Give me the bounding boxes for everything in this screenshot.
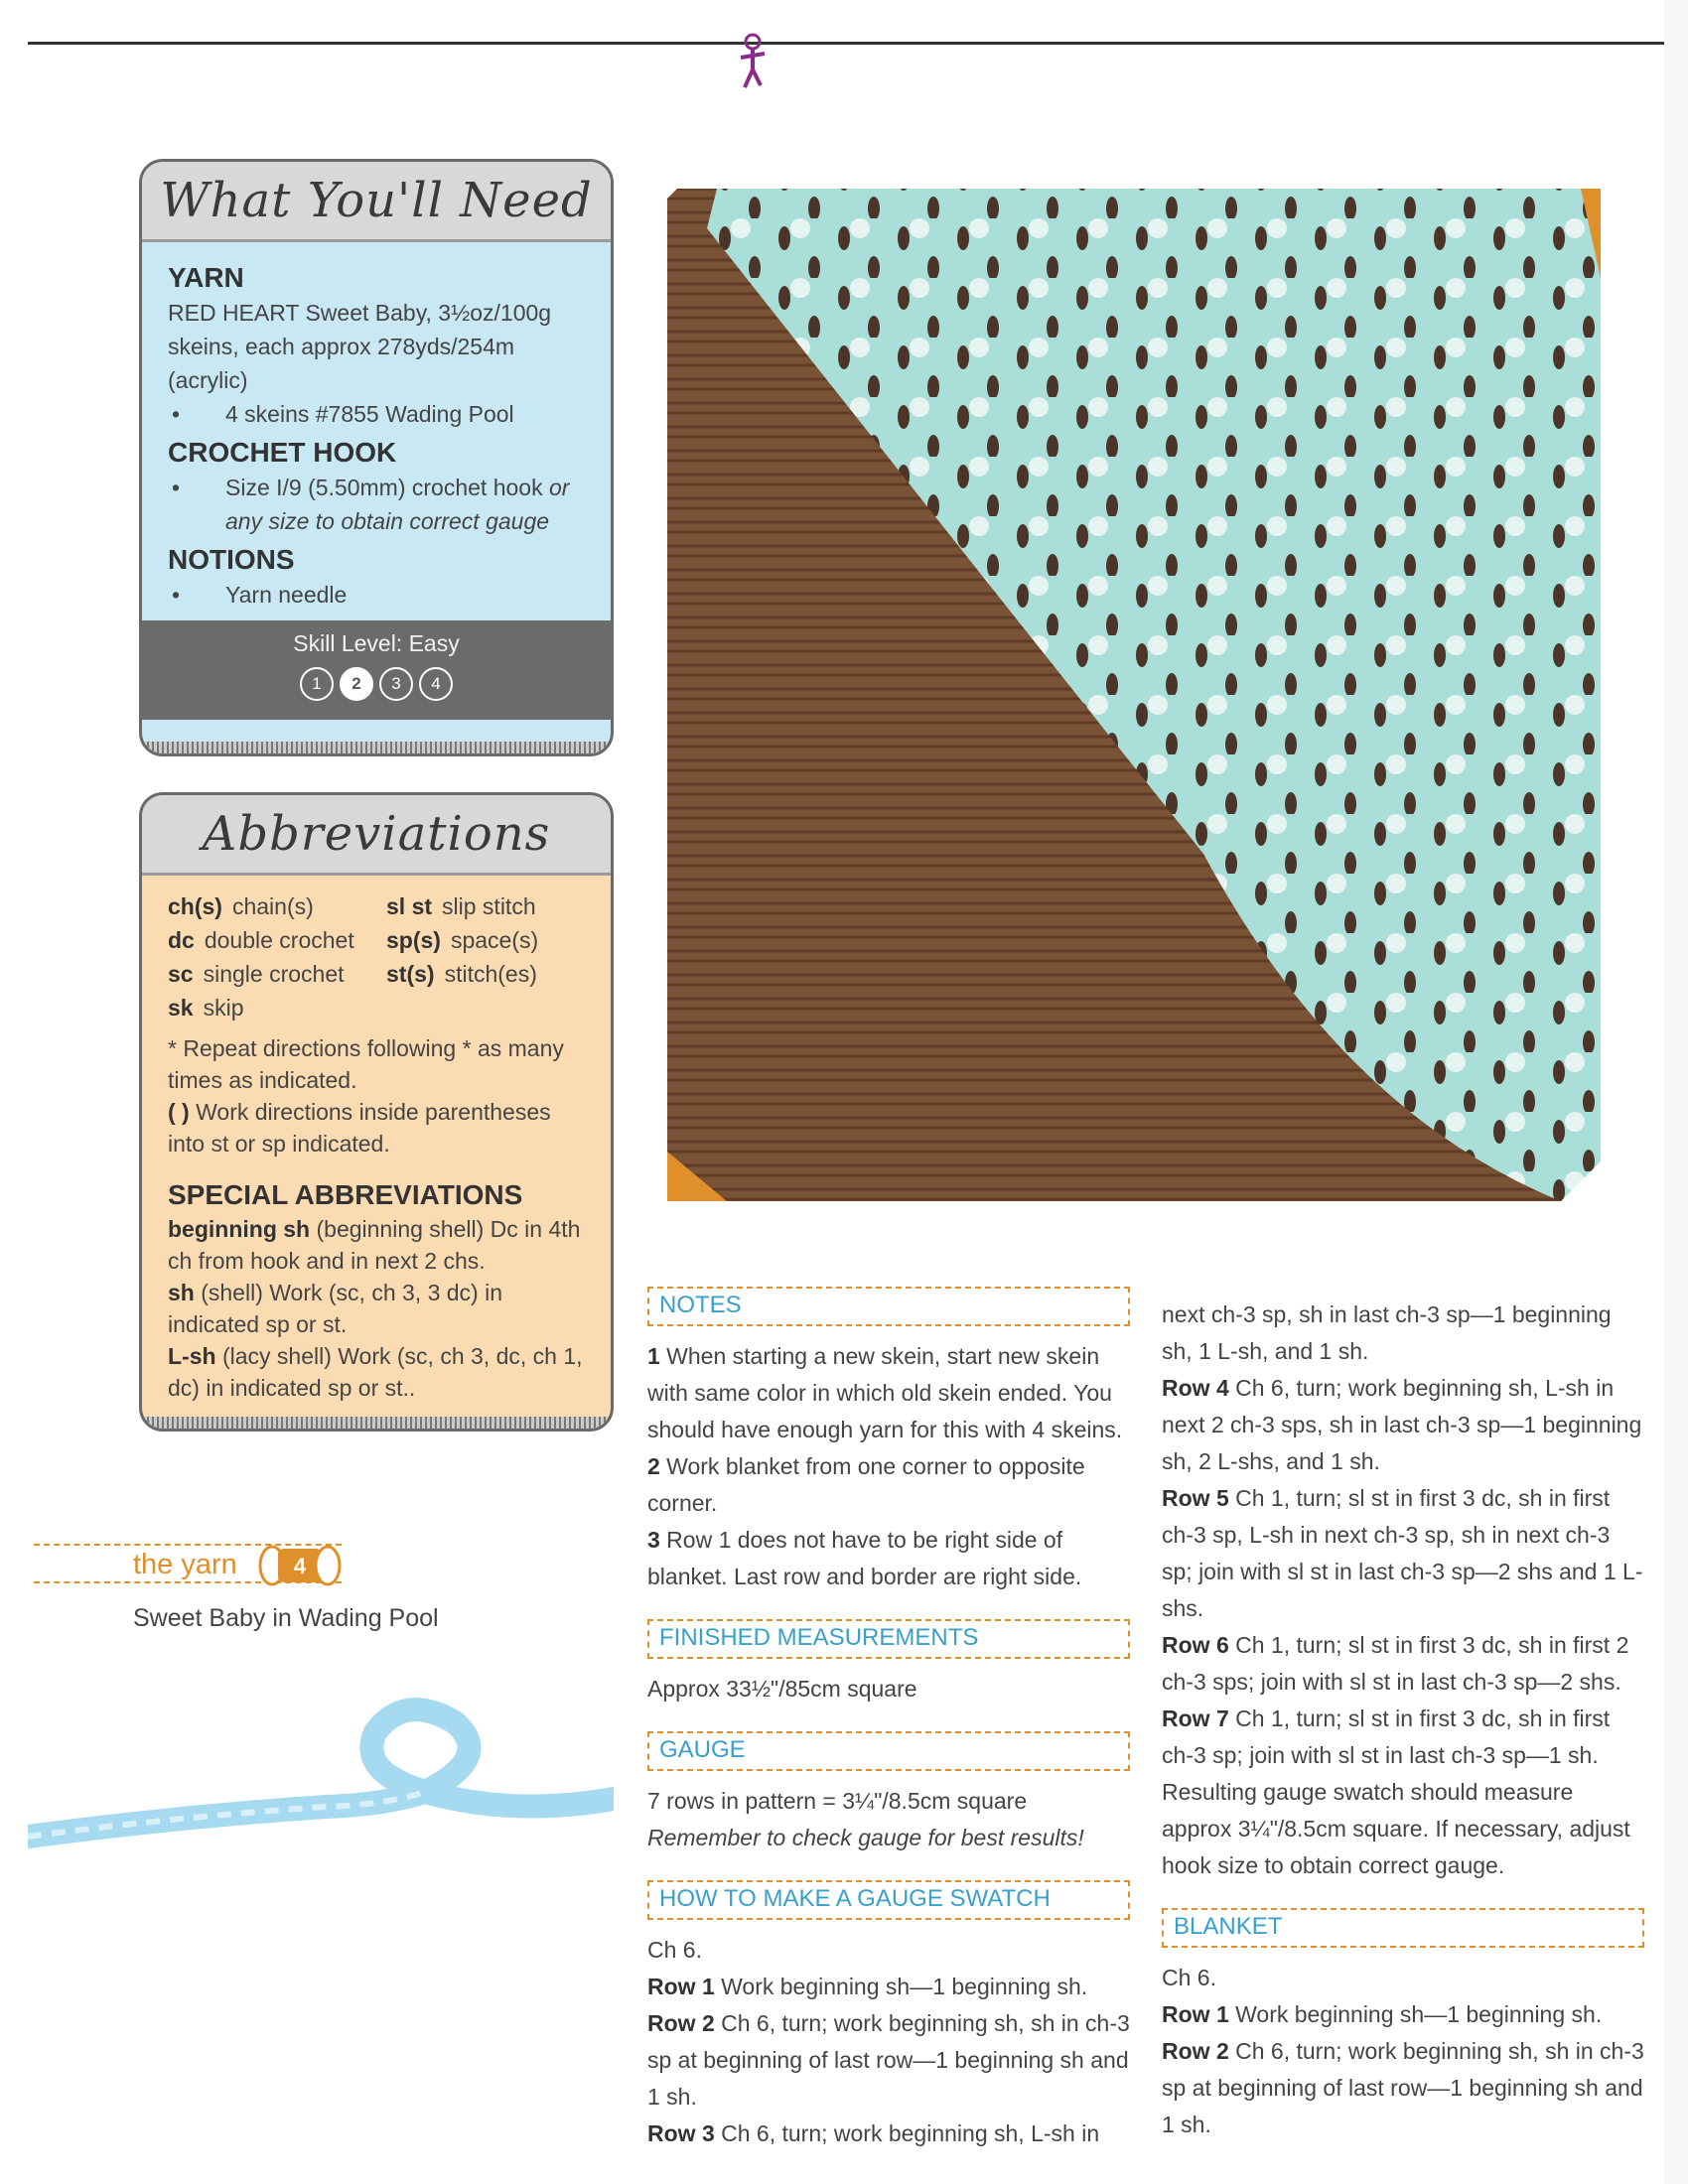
- finished-measurements-text: Approx 33½"/85cm square: [647, 1676, 917, 1702]
- page-edge: [1664, 0, 1688, 2184]
- swatch-row-5: Row 5 Ch 1, turn; sl st in first 3 dc, sh in first ch-3 sp, L-sh in next ch-3 sp, sh in next ch-3 sp; join with sl st in last ch-3 sp—2 shs and 1 L-shs.: [1162, 1485, 1643, 1621]
- hook-item: • Size I/9 (5.50mm) crochet hook or any size to obtain correct gauge: [172, 475, 570, 534]
- repeat-note: * Repeat directions following * as many times as indicated.: [168, 1035, 564, 1093]
- special-abbr-sh: sh (shell) Work (sc, ch 3, 3 dc) in indicated sp or st.: [168, 1280, 502, 1337]
- hook-heading: CROCHET HOOK: [168, 437, 397, 468]
- yarn-item: • 4 skeins #7855 Wading Pool: [172, 401, 514, 427]
- gauge-header: GAUGE: [647, 1731, 1130, 1771]
- needs-title: What You'll Need: [142, 162, 611, 242]
- doll-ornament-icon: [733, 28, 773, 97]
- gauge-text: 7 rows in pattern = 3¼"/8.5cm square: [647, 1788, 1028, 1814]
- swatch-row-1: Row 1 Work beginning sh—1 beginning sh.: [647, 1974, 1088, 1999]
- abbr-entry: sk skip: [168, 995, 244, 1021]
- yarn-strand-image: [28, 1688, 614, 1866]
- abbr-bottom-strip: [142, 1417, 611, 1429]
- special-abbr-lsh: L-sh (lacy shell) Work (sc, ch 3, dc, ch 1, dc) in indicated sp or st..: [168, 1343, 583, 1401]
- parentheses-note: ( ) Work directions inside parentheses into st or sp indicated.: [168, 1099, 551, 1157]
- blanket-header: BLANKET: [1162, 1908, 1644, 1948]
- abbr-entry: ch(s) chain(s): [168, 893, 314, 919]
- notes-header: NOTES: [647, 1287, 1130, 1326]
- blanket-row-2: Row 2 Ch 6, turn; work beginning sh, sh in ch-3 sp at beginning of last row—1 beginning sh and 1 sh.: [1162, 2038, 1644, 2137]
- abbr-entry: sp(s) space(s): [386, 927, 539, 953]
- yarn-description: RED HEART Sweet Baby, 3½oz/100g skeins, each approx 278yds/254m (acrylic): [168, 300, 552, 393]
- note-1: 1 When starting a new skein, start new skein with same color in which old skein ended. You should have enough yarn for this with 4 skeins.: [647, 1343, 1123, 1442]
- right-text-column: [1162, 1297, 1644, 2143]
- skill-level-circles: [142, 667, 611, 701]
- skill-level-4: 4: [419, 667, 453, 701]
- skill-level-1: 1: [300, 667, 334, 701]
- skill-level-band: [142, 620, 611, 720]
- abbreviations-box: [139, 792, 614, 1432]
- skill-level-label: Skill Level: Easy: [293, 630, 460, 656]
- special-abbr-heading: SPECIAL ABBREVIATIONS: [168, 1179, 523, 1210]
- left-text-column: [647, 1279, 1130, 2152]
- swatch-row-4: Row 4 Ch 6, turn; work beginning sh, L-sh in next 2 ch-3 sps, sh in last ch-3 sp—1 beginning sh, 2 L-shs, and 1 sh.: [1162, 1375, 1642, 1474]
- yarn-weight-number: 4: [293, 1554, 307, 1578]
- notions-heading: NOTIONS: [168, 544, 295, 575]
- blanket-photo: [647, 159, 1630, 1231]
- abbreviations-title: Abbreviations: [142, 795, 611, 876]
- swatch-row-3a: Row 3 Ch 6, turn; work beginning sh, L-sh in: [647, 2120, 1100, 2146]
- header-rule: [28, 42, 1668, 45]
- needs-bottom-strip: [142, 742, 611, 753]
- notions-item: • Yarn needle: [172, 582, 348, 608]
- yarn-name: Sweet Baby in Wading Pool: [133, 1604, 439, 1632]
- what-youll-need-box: [139, 159, 614, 756]
- blanket-start: Ch 6.: [1162, 1965, 1216, 1990]
- note-3: 3 Row 1 does not have to be right side of blanket. Last row and border are right side.: [647, 1527, 1082, 1589]
- skill-level-3: 3: [379, 667, 413, 701]
- skill-level-2: 2: [340, 667, 373, 701]
- swatch-start: Ch 6.: [647, 1937, 702, 1963]
- blanket-row-1: Row 1 Work beginning sh—1 beginning sh.: [1162, 2001, 1603, 2027]
- abbr-list-left: [168, 889, 386, 1024]
- yarn-label: the yarn: [133, 1549, 237, 1580]
- note-2: 2 Work blanket from one corner to opposite corner.: [647, 1453, 1085, 1516]
- abbr-entry: st(s) stitch(es): [386, 961, 537, 987]
- special-abbr-beginning-sh: beginning sh (beginning shell) Dc in 4th ch from hook and in next 2 chs.: [168, 1216, 581, 1274]
- gauge-reminder: Remember to check gauge for best results!: [647, 1825, 1084, 1850]
- finished-measurements-header: FINISHED MEASUREMENTS: [647, 1619, 1130, 1659]
- abbr-entry: sc single crochet: [168, 961, 345, 987]
- swatch-row-6: Row 6 Ch 1, turn; sl st in first 3 dc, sh in first 2 ch-3 sps; join with sl st in last ch-3 sp—2 shs.: [1162, 1632, 1629, 1695]
- abbr-entry: dc double crochet: [168, 927, 354, 953]
- abbr-entry: sl st slip stitch: [386, 893, 536, 919]
- swatch-header: HOW TO MAKE A GAUGE SWATCH: [647, 1880, 1130, 1920]
- yarn-heading: YARN: [168, 262, 244, 293]
- yarn-weight-icon: [256, 1545, 346, 1586]
- swatch-row-2: Row 2 Ch 6, turn; work beginning sh, sh in ch-3 sp at beginning of last row—1 beginning sh and 1 sh.: [647, 2010, 1130, 2110]
- swatch-row-7: Row 7 Ch 1, turn; sl st in first 3 dc, sh in first ch-3 sp; join with sl st in last ch-3 sp—1 sh. Resulting gauge swatch should measure approx 3¼"/8.5cm square. If necessary, adjust hook size to obtain correct gauge.: [1162, 1706, 1630, 1878]
- swatch-row-3-cont: next ch-3 sp, sh in last ch-3 sp—1 beginning sh, 1 L-sh, and 1 sh.: [1162, 1301, 1612, 1364]
- abbr-list-right: [386, 889, 605, 1024]
